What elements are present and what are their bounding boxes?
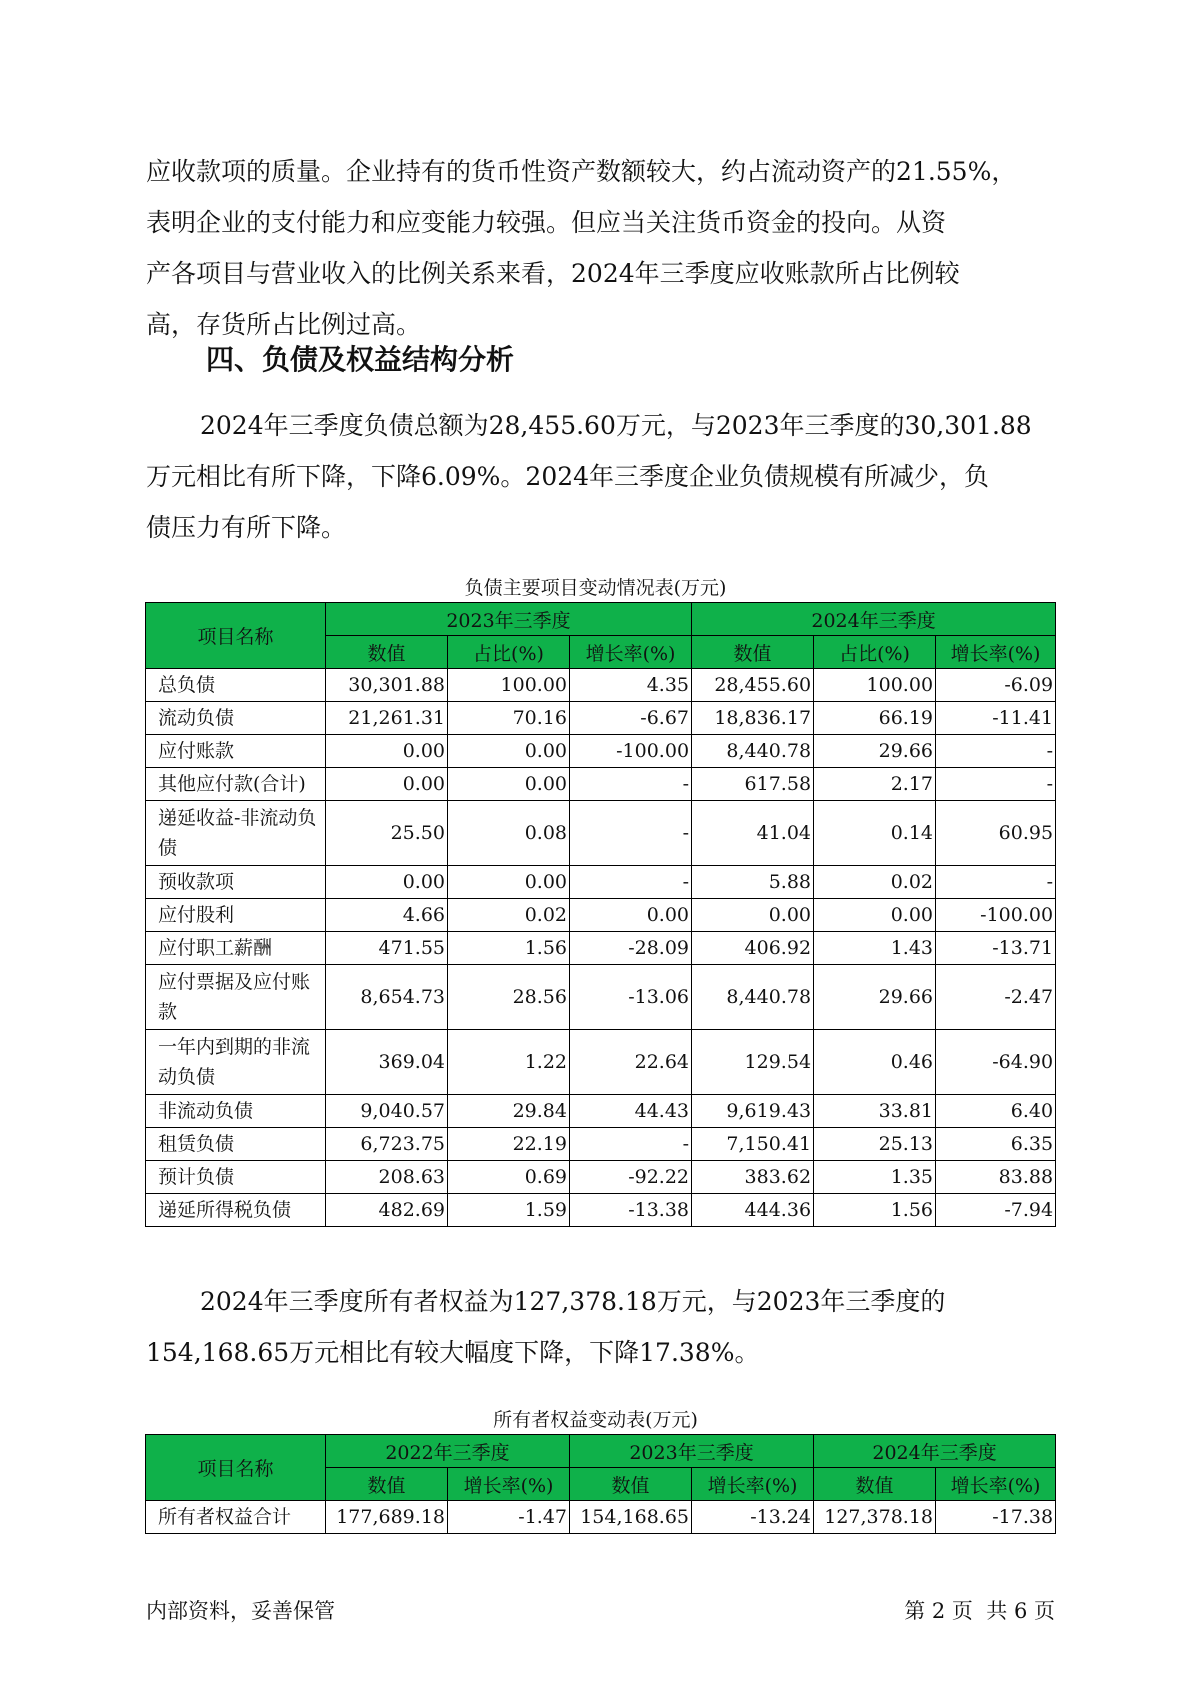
row-label: 递延收益-非流动负债 (146, 801, 326, 866)
row-label: 一年内到期的非流动负债 (146, 1030, 326, 1095)
table-cell: 208.63 (326, 1161, 448, 1194)
table-cell: 369.04 (326, 1030, 448, 1095)
row-label: 总负债 (146, 669, 326, 702)
row-label: 应付账款 (146, 735, 326, 768)
table-cell: -1.47 (448, 1501, 570, 1534)
table-cell: 0.02 (814, 866, 936, 899)
row-label: 预收款项 (146, 866, 326, 899)
table-cell: - (570, 801, 692, 866)
table-cell: 18,836.17 (692, 702, 814, 735)
table-cell: 1.56 (814, 1194, 936, 1227)
table-cell: -11.41 (936, 702, 1056, 735)
table-cell: 0.02 (448, 899, 570, 932)
row-label: 所有者权益合计 (146, 1501, 326, 1534)
table-cell: 100.00 (814, 669, 936, 702)
table-cell: 5.88 (692, 866, 814, 899)
column-header: 占比(%) (448, 636, 570, 669)
table-cell: -2.47 (936, 965, 1056, 1030)
table-cell: 100.00 (448, 669, 570, 702)
row-label: 应付股利 (146, 899, 326, 932)
table-row (146, 768, 1056, 801)
table-cell: 383.62 (692, 1161, 814, 1194)
row-label: 预计负债 (146, 1161, 326, 1194)
intro-line: 表明企业的支付能力和应变能力较强。但应当关注货币资金的投向。从资 (146, 208, 947, 237)
equity-line: 2024年三季度所有者权益为127,378.18万元，与2023年三季度的 (200, 1287, 946, 1316)
table-cell: -64.90 (936, 1030, 1056, 1095)
row-label: 非流动负债 (146, 1095, 326, 1128)
table-cell: 406.92 (692, 932, 814, 965)
table-cell: 1.59 (448, 1194, 570, 1227)
period-header: 2024年三季度 (692, 603, 1056, 636)
table-cell: 0.69 (448, 1161, 570, 1194)
column-header: 增长率(%) (448, 1468, 570, 1501)
table-cell: 471.55 (326, 932, 448, 965)
table-cell: -28.09 (570, 932, 692, 965)
table-row (146, 1194, 1056, 1227)
table-cell: 2.17 (814, 768, 936, 801)
table-header-row (146, 1435, 1056, 1468)
table-cell: - (936, 735, 1056, 768)
table-header-row (146, 603, 1056, 636)
column-header: 数值 (326, 1468, 448, 1501)
row-label: 其他应付款(合计) (146, 768, 326, 801)
row-label: 流动负债 (146, 702, 326, 735)
table-cell: 6,723.75 (326, 1128, 448, 1161)
table-cell: -13.24 (692, 1501, 814, 1534)
table-cell: 8,440.78 (692, 965, 814, 1030)
row-label: 租赁负债 (146, 1128, 326, 1161)
table-cell: 25.13 (814, 1128, 936, 1161)
table-row (146, 702, 1056, 735)
table-cell: -13.38 (570, 1194, 692, 1227)
table-cell: 44.43 (570, 1095, 692, 1128)
table-cell: 6.35 (936, 1128, 1056, 1161)
table-cell: 444.36 (692, 1194, 814, 1227)
table-cell: -7.94 (936, 1194, 1056, 1227)
equity-table (145, 1434, 1056, 1534)
column-header: 占比(%) (814, 636, 936, 669)
column-header: 数值 (326, 636, 448, 669)
table-row (146, 932, 1056, 965)
liability-table-body (146, 669, 1056, 1227)
table-cell: -92.22 (570, 1161, 692, 1194)
table-cell: 0.08 (448, 801, 570, 866)
table-cell: 25.50 (326, 801, 448, 866)
table-cell: - (570, 1128, 692, 1161)
table-cell: 28,455.60 (692, 669, 814, 702)
table-cell: 30,301.88 (326, 669, 448, 702)
table-cell: -17.38 (936, 1501, 1056, 1534)
equity-table-caption: 所有者权益变动表(万元) (493, 1409, 698, 1431)
table-cell: 0.46 (814, 1030, 936, 1095)
table-cell: -13.06 (570, 965, 692, 1030)
table-row (146, 1095, 1056, 1128)
table-cell: 60.95 (936, 801, 1056, 866)
liability-table (145, 602, 1056, 1227)
table-row (146, 1030, 1056, 1095)
column-header: 增长率(%) (570, 636, 692, 669)
intro-line: 应收款项的质量。企业持有的货币性资产数额较大，约占流动资产的21.55%， (146, 157, 1017, 186)
table-cell: -100.00 (936, 899, 1056, 932)
table-cell: 33.81 (814, 1095, 936, 1128)
table-row (146, 801, 1056, 866)
table-cell: 8,440.78 (692, 735, 814, 768)
table-cell: -100.00 (570, 735, 692, 768)
table-row (146, 735, 1056, 768)
column-header: 增长率(%) (692, 1468, 814, 1501)
column-header: 数值 (570, 1468, 692, 1501)
table-cell: 83.88 (936, 1161, 1056, 1194)
table-cell: 1.56 (448, 932, 570, 965)
name-column-header: 项目名称 (146, 1435, 326, 1501)
table-cell: 0.00 (692, 899, 814, 932)
liability-line: 债压力有所下降。 (146, 513, 347, 542)
table-cell: - (936, 866, 1056, 899)
table-cell: 154,168.65 (570, 1501, 692, 1534)
table-cell: 66.19 (814, 702, 936, 735)
table-cell: 28.56 (448, 965, 570, 1030)
table-cell: 482.69 (326, 1194, 448, 1227)
table-cell: 0.00 (326, 866, 448, 899)
period-header: 2023年三季度 (570, 1435, 814, 1468)
table-cell: 7,150.41 (692, 1128, 814, 1161)
liability-line: 2024年三季度负债总额为28,455.60万元，与2023年三季度的30,301.88 (200, 411, 1032, 440)
period-header: 2023年三季度 (326, 603, 692, 636)
equity-line: 154,168.65万元相比有较大幅度下降，下降17.38%。 (146, 1338, 760, 1367)
table-cell: 9,619.43 (692, 1095, 814, 1128)
table-row (146, 669, 1056, 702)
table-cell: 1.22 (448, 1030, 570, 1095)
table-cell: 129.54 (692, 1030, 814, 1095)
table-cell: 617.58 (692, 768, 814, 801)
table-cell: 70.16 (448, 702, 570, 735)
name-column-header: 项目名称 (146, 603, 326, 669)
table-cell: 41.04 (692, 801, 814, 866)
section-title: 四、负债及权益结构分析 (206, 343, 515, 376)
table-cell: 0.00 (448, 735, 570, 768)
liability-line: 万元相比有所下降，下降6.09%。2024年三季度企业负债规模有所减少，负 (146, 462, 990, 491)
table-cell: 4.35 (570, 669, 692, 702)
column-header: 增长率(%) (936, 1468, 1056, 1501)
table-row (146, 965, 1056, 1030)
table-row (146, 899, 1056, 932)
table-row (146, 1161, 1056, 1194)
table-cell: 1.43 (814, 932, 936, 965)
table-cell: 0.00 (326, 768, 448, 801)
table-cell: 29.66 (814, 965, 936, 1030)
row-label: 应付票据及应付账款 (146, 965, 326, 1030)
row-label: 应付职工薪酬 (146, 932, 326, 965)
intro-line: 产各项目与营业收入的比例关系来看，2024年三季度应收账款所占比例较 (146, 259, 960, 288)
table-row (146, 1501, 1056, 1534)
table-cell: - (936, 768, 1056, 801)
table-cell: - (570, 866, 692, 899)
table-cell: 0.14 (814, 801, 936, 866)
table-cell: 0.00 (570, 899, 692, 932)
table-cell: 1.35 (814, 1161, 936, 1194)
table-cell: 127,378.18 (814, 1501, 936, 1534)
table-cell: -6.09 (936, 669, 1056, 702)
liability-paragraph (146, 400, 1056, 553)
table-cell: -13.71 (936, 932, 1056, 965)
equity-paragraph (146, 1276, 1056, 1378)
table-cell: 6.40 (936, 1095, 1056, 1128)
liability-table-caption: 负债主要项目变动情况表(万元) (464, 577, 727, 599)
table-cell: 29.66 (814, 735, 936, 768)
table-cell: 29.84 (448, 1095, 570, 1128)
table-cell: 22.19 (448, 1128, 570, 1161)
table-cell: 4.66 (326, 899, 448, 932)
table-cell: 0.00 (448, 866, 570, 899)
column-header: 增长率(%) (936, 636, 1056, 669)
footer-page-number: 第 2 页 共 6 页 (904, 1599, 1055, 1623)
intro-line: 高，存货所占比例过高。 (146, 310, 422, 339)
period-header: 2022年三季度 (326, 1435, 570, 1468)
table-cell: 9,040.57 (326, 1095, 448, 1128)
row-label: 递延所得税负债 (146, 1194, 326, 1227)
intro-paragraph (146, 146, 1056, 350)
column-header: 数值 (814, 1468, 936, 1501)
table-cell: 21,261.31 (326, 702, 448, 735)
table-cell: 177,689.18 (326, 1501, 448, 1534)
table-cell: -6.67 (570, 702, 692, 735)
table-row (146, 866, 1056, 899)
column-header: 数值 (692, 636, 814, 669)
period-header: 2024年三季度 (814, 1435, 1056, 1468)
table-cell: - (570, 768, 692, 801)
footer-left: 内部资料，妥善保管 (146, 1599, 335, 1623)
table-cell: 0.00 (814, 899, 936, 932)
table-cell: 0.00 (448, 768, 570, 801)
table-row (146, 1128, 1056, 1161)
table-cell: 8,654.73 (326, 965, 448, 1030)
table-cell: 22.64 (570, 1030, 692, 1095)
equity-table-body (146, 1501, 1056, 1534)
table-cell: 0.00 (326, 735, 448, 768)
